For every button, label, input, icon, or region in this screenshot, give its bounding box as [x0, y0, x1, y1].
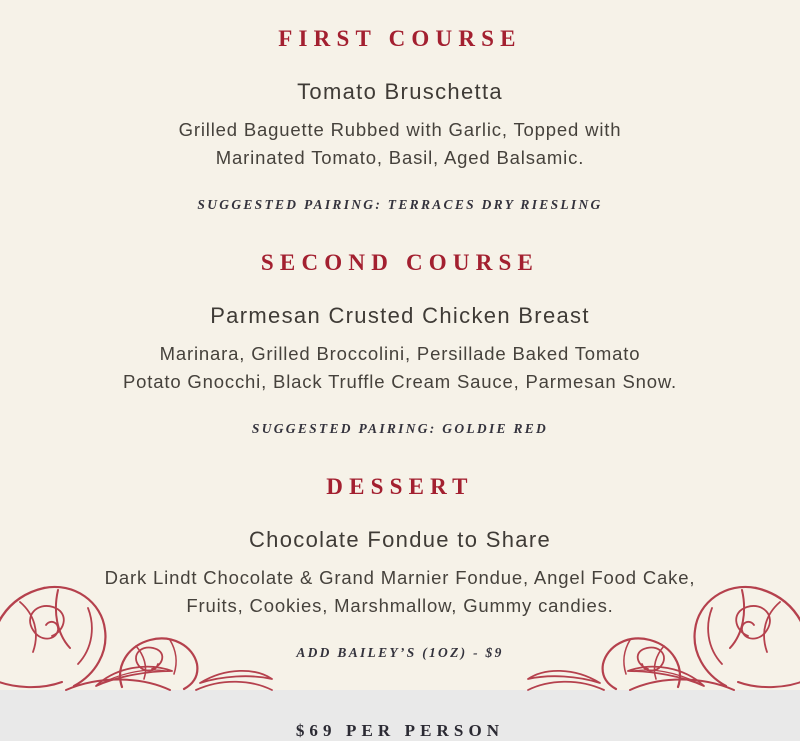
pairing-note: SUGGESTED PAIRING: TERRACES DRY RIESLING — [197, 197, 603, 212]
course-heading: SECOND COURSE — [260, 250, 540, 275]
pairing-note: SUGGESTED PAIRING: GOLDIE RED — [251, 421, 549, 436]
dish-description-line: Marinara, Grilled Broccolini, Persillade Baked Tomato — [159, 343, 641, 364]
dish-description — [0, 564, 800, 620]
dish-description-line: Dark Lindt Chocolate & Grand Marnier Fondue, Angel Food Cake, — [104, 567, 696, 588]
dish-name: Parmesan Crusted Chicken Breast — [210, 303, 590, 328]
course-section-dessert — [0, 474, 800, 661]
price-per-person: $69 PER PERSON — [295, 721, 505, 740]
dish-description — [0, 340, 800, 396]
dish-description-line: Potato Gnocchi, Black Truffle Cream Sauce, Parmesan Snow. — [122, 371, 678, 392]
dish-name: Tomato Bruschetta — [297, 79, 503, 104]
course-section-first — [0, 26, 800, 213]
dish-description-line: Fruits, Cookies, Marshmallow, Gummy candies. — [186, 595, 614, 616]
course-heading: FIRST COURSE — [278, 26, 522, 51]
course-heading: DESSERT — [326, 474, 474, 499]
dish-description-line: Grilled Baguette Rubbed with Garlic, Topped with — [178, 119, 622, 140]
addon-note: ADD BAILEY’S (1OZ) - $9 — [296, 645, 504, 660]
dish-description — [0, 116, 800, 172]
dish-name: Chocolate Fondue to Share — [248, 527, 552, 552]
dish-description-line: Marinated Tomato, Basil, Aged Balsamic. — [215, 147, 585, 168]
course-section-second — [0, 250, 800, 437]
